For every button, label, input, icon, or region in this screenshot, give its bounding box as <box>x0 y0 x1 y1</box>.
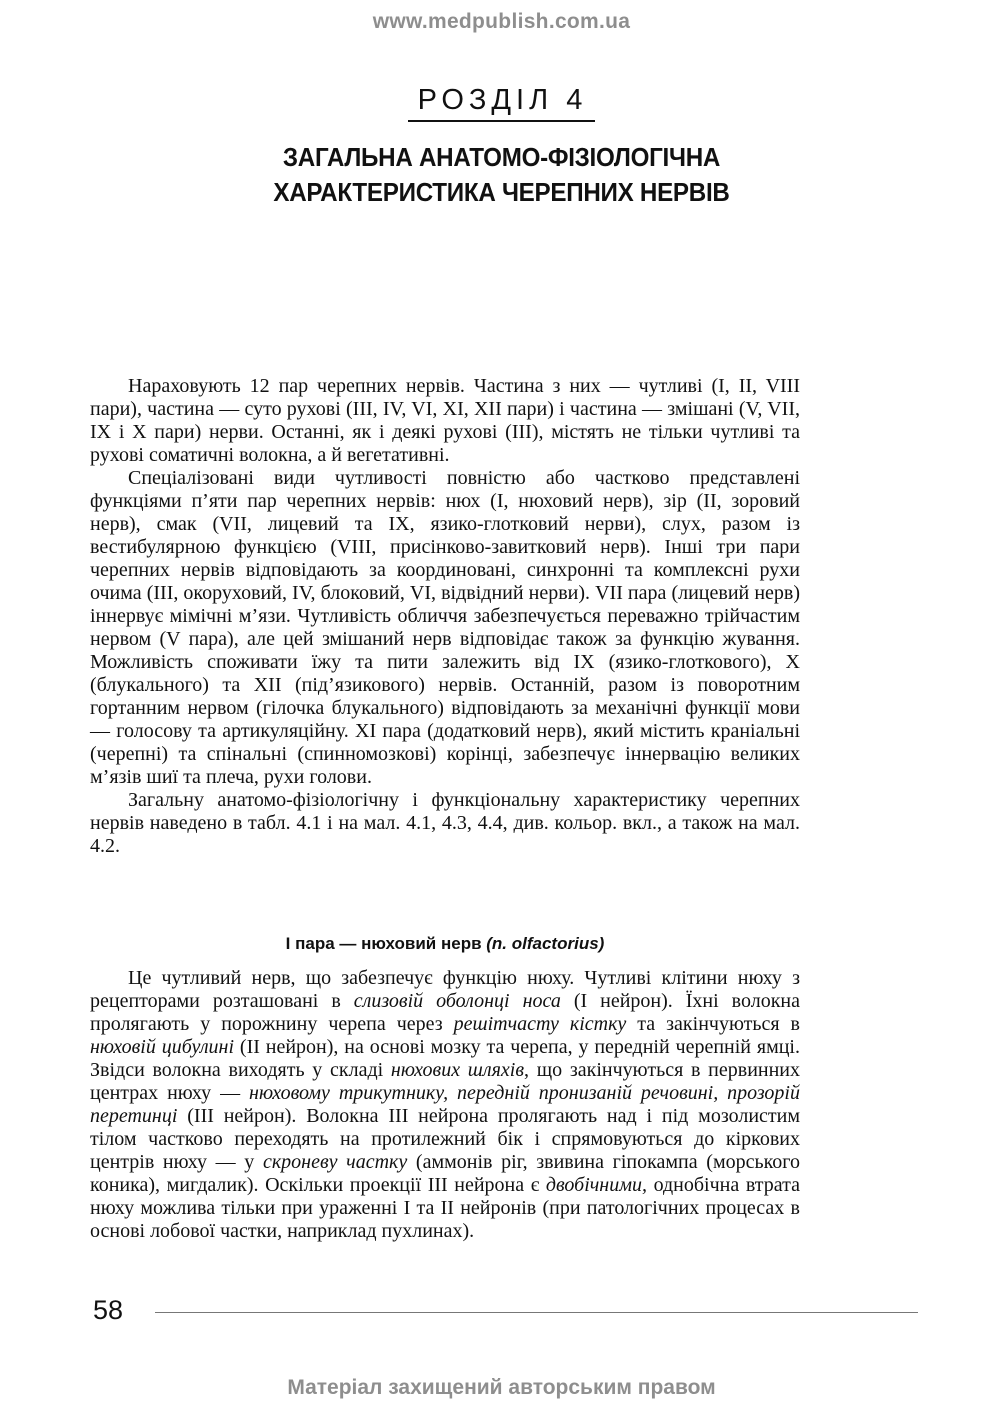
watermark-top: www.medpublish.com.ua <box>372 10 631 33</box>
intro-text <box>90 375 800 858</box>
chapter-heading <box>0 84 1003 122</box>
text-run: Це чутливий нерв, що забезпечує функцію нюху. Чутливі клітини нюху з рецепторами розташовані в <box>90 967 800 1012</box>
text-run: (III нейрон). Волокна III нейрона пролягають над і під мозолистим тілом частково переходять на протилежний бік і спрямовуються до кіркових центрів нюху — у <box>90 1105 800 1173</box>
chapter-title <box>0 140 1003 210</box>
emphasized-term: нюхових шляхів <box>390 1059 525 1081</box>
text-run: (I нейрон). Їхні волокна пролягають у порожнину черепа через <box>90 990 800 1035</box>
section-subheading <box>90 934 800 954</box>
emphasized-term: нюховій цибулині <box>90 1036 235 1058</box>
text-run: та закінчуються в <box>626 1013 800 1035</box>
chapter-title-line-1: ЗАГАЛЬНА АНАТОМО-ФІЗІОЛОГІЧНА <box>282 142 721 172</box>
subheading-text: I пара — нюховий нерв <box>285 934 487 953</box>
watermark-bottom: Матеріал захищений авторським правом <box>287 1376 716 1399</box>
text-run: (аммонів ріг, звивина гіпокампа (морського коника), мигдалик). Оскільки проекції III нейрона є <box>90 1151 801 1196</box>
emphasized-term: слизовій оболонці носа <box>353 990 561 1012</box>
subheading-latin: (n. olfactorius) <box>486 934 605 953</box>
footer-rule <box>155 1312 918 1313</box>
chapter-label: РОЗДІЛ 4 <box>408 84 596 122</box>
paragraph: Загальну анатомо-фізіологічну і функціональну характеристику черепних нервів наведено в табл. 4.1 і на мал. 4.1, 4.3, 4.4, див. кольор. вкл., а також на мал. 4.2. <box>90 789 800 857</box>
page-number: 58 <box>93 1295 124 1325</box>
text-run: однобічна втрата нюху можлива тільки при ураженні I та II нейронів (при патологічних процесах в основі лобової частки, наприклад пухлинах). <box>90 1174 800 1242</box>
section-text <box>90 967 800 1243</box>
paragraph <box>90 967 800 1243</box>
paragraph: Нараховують 12 пар черепних нервів. Частина з них — чутливі (I, II, VIII пари), частина — суто рухові (III, IV, VI, XI, XII пари) і частина — змішані (V, VII, IX і X пари) нерви. Останні, як і деякі рухові (III), містять не тільки чутливі та рухові соматичні волокна, а й вегетативні. <box>90 375 800 466</box>
emphasized-term: скроневу частку <box>262 1151 408 1173</box>
emphasized-term: двобічними, <box>545 1174 647 1196</box>
chapter-title-line-2: ХАРАКТЕРИСТИКА ЧЕРЕПНИХ НЕРВІВ <box>273 177 730 207</box>
emphasized-term: нюховому трикутнику, передній пронизаній речовині, прозорій перетинці <box>90 1082 800 1127</box>
text-run: , що закінчуються в первинних центрах нюху — <box>90 1059 801 1104</box>
paragraph: Спеціалізовані види чутливості повністю або частково представлені функціями п’яти пар черепних нервів: нюх (I, нюховий нерв), зір (II, зоровий нерв), смак (VII, лицевий та IX, язико-глотковий нерви), слух, разом із вестибулярною функцією (VIII, присінково-завитковий нерв). Інші три пари черепних нервів відповідають за координовані, синхронні та комплексні рухи очима (III, окоруховий, IV, блоковий, VI, відвідний нерви). VII пара (лицевий нерв) іннервує мімічні м’язи. Чутливість обличчя забезпечується переважно трійчастим нервом (V пара), але цей змішаний нерв відповідає також за функцію жування. Можливість споживати їжу та пити залежить від IX (язико-глоткового), X (блукального) та XII (під’язикового) нервів. Останній, разом із поворотним гортанним нервом (гілочка блукального) відповідають за механічні функції мови — голосову та артикуляційну. XI пара (додатковий нерв), який містить краніальні (черепні) та спінальні (спинномозкові) корінці, забезпечує іннервацію великих м’язів шиї та плеча, рухи голови. <box>90 467 800 788</box>
text-run: (II нейрон), на основі мозку та черепа, у передній черепній ямці. Звідси волокна виходять у складі <box>90 1036 800 1081</box>
emphasized-term: решітчасту кістку <box>453 1013 627 1035</box>
